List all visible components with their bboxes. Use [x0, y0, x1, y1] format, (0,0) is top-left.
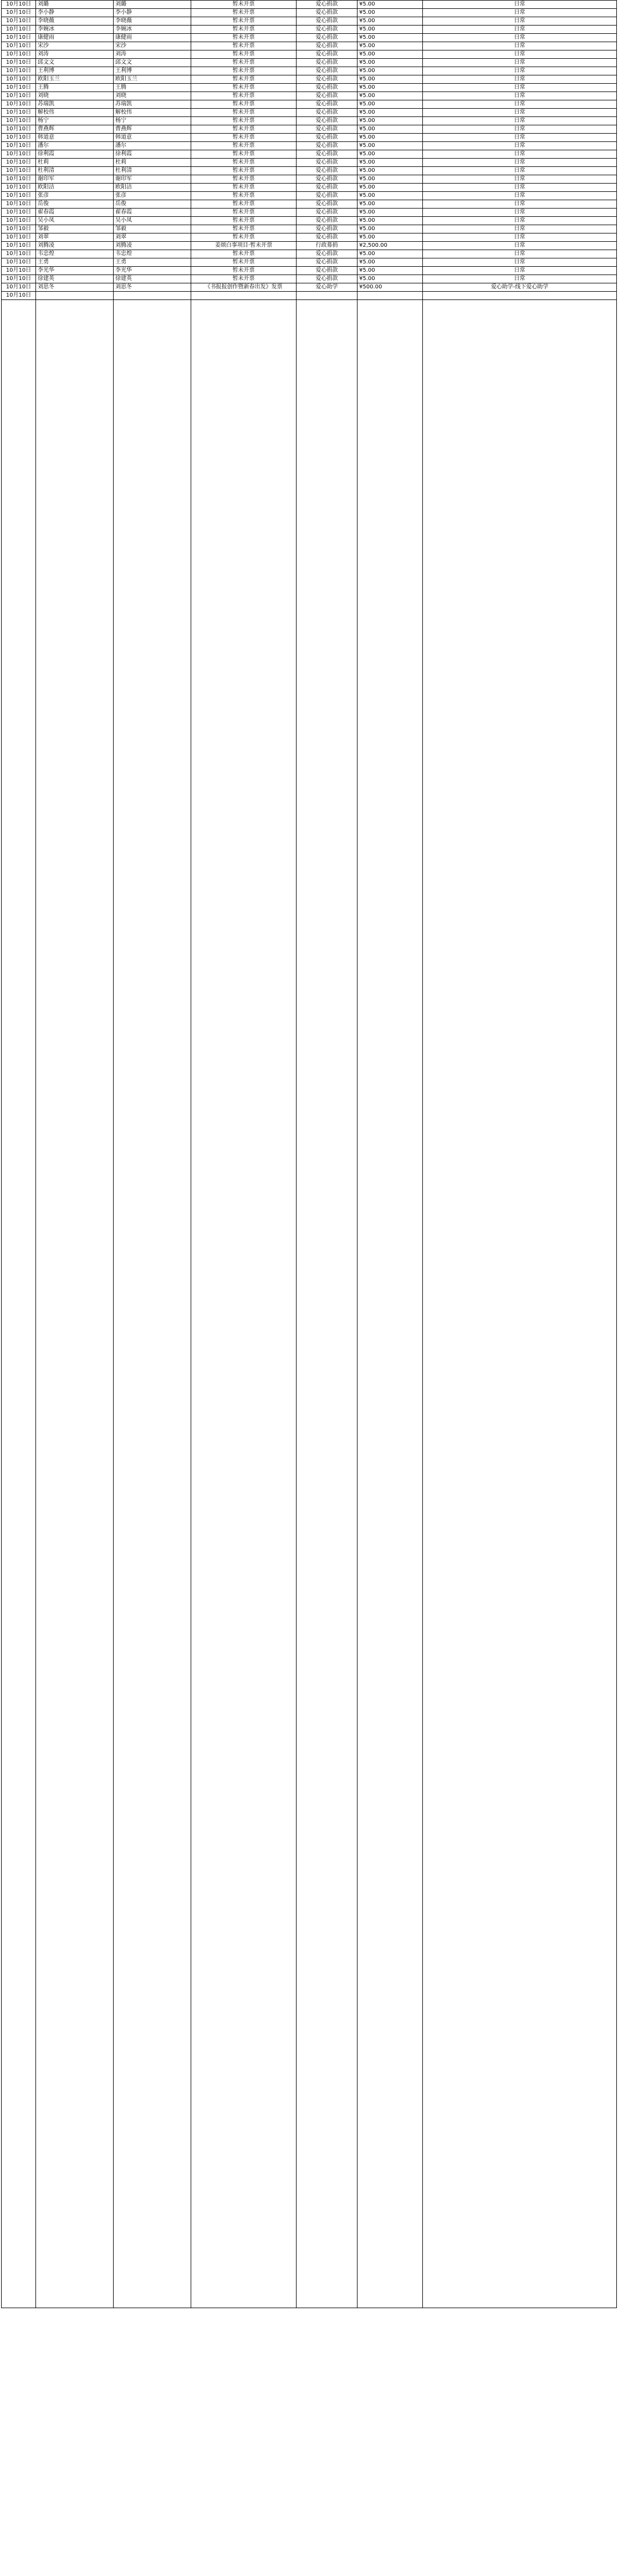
cell-invoice: 暂未开票 — [191, 200, 297, 209]
table-row — [2, 283, 617, 292]
cell-invoice: 暂未开票 — [191, 92, 297, 100]
cell-category: 爱心捐款 — [297, 167, 357, 175]
cell-category: 爱心捐款 — [297, 75, 357, 84]
cell-date: 10月10日 — [2, 109, 36, 117]
cell-invoice: 暂未开票 — [191, 17, 297, 26]
cell-invoice: 暂未开票 — [191, 250, 297, 258]
cell-invoice: 暂未开票 — [191, 50, 297, 59]
cell-payer — [114, 292, 191, 300]
cell-date: 10月10日 — [2, 283, 36, 292]
cell-usage: 日常 — [423, 209, 617, 217]
cell-date: 10月10日 — [2, 117, 36, 125]
cell-donor: 徐利霞 — [36, 150, 114, 159]
cell-category: 爱心捐款 — [297, 267, 357, 275]
cell-invoice: 暂未开票 — [191, 134, 297, 142]
cell-invoice: 暂未开票 — [191, 217, 297, 225]
cell-category: 爱心捐款 — [297, 150, 357, 159]
cell-category: 爱心捐款 — [297, 92, 357, 100]
cell-amount: ¥5.00 — [357, 233, 423, 242]
cell-usage: 日常 — [423, 142, 617, 150]
cell-invoice: 暂未开票 — [191, 59, 297, 67]
cell-amount: ¥5.00 — [357, 17, 423, 26]
table-row — [2, 192, 617, 200]
cell-payer: 刘晓 — [114, 92, 191, 100]
table-row — [2, 242, 617, 250]
cell-category: 爱心捐款 — [297, 159, 357, 167]
cell-category: 爱心捐款 — [297, 26, 357, 34]
cell-date: 10月10日 — [2, 84, 36, 92]
cell-payer: 岳俊 — [114, 200, 191, 209]
cell-payer: 王腾 — [114, 84, 191, 92]
cell-amount: ¥5.00 — [357, 175, 423, 184]
cell-amount: ¥5.00 — [357, 159, 423, 167]
cell-invoice: 暂未开票 — [191, 267, 297, 275]
cell-category: 爱心捐款 — [297, 209, 357, 217]
cell-donor: 刘思冬 — [36, 283, 114, 292]
cell-date: 10月10日 — [2, 159, 36, 167]
cell-amount: ¥5.00 — [357, 134, 423, 142]
cell-category: 爱心捐款 — [297, 17, 357, 26]
cell-payer: 刘腾凌 — [114, 242, 191, 250]
cell-amount: ¥5.00 — [357, 142, 423, 150]
filler-cell — [357, 300, 423, 2308]
cell-category: 爱心捐款 — [297, 184, 357, 192]
cell-date: 10月10日 — [2, 142, 36, 150]
cell-usage: 日常 — [423, 258, 617, 267]
ledger-body — [2, 1, 617, 2308]
cell-donor: 邱文文 — [36, 59, 114, 67]
filler-cell — [36, 300, 114, 2308]
cell-amount: ¥2,500.00 — [357, 242, 423, 250]
cell-category: 爱心捐款 — [297, 175, 357, 184]
table-row — [2, 184, 617, 192]
table-row — [2, 34, 617, 42]
cell-category: 爱心捐款 — [297, 134, 357, 142]
cell-usage: 日常 — [423, 9, 617, 17]
cell-date: 10月10日 — [2, 1, 36, 9]
table-row — [2, 267, 617, 275]
cell-donor: 杜莉 — [36, 159, 114, 167]
cell-payer: 李光华 — [114, 267, 191, 275]
cell-payer: 宋沙 — [114, 42, 191, 50]
cell-payer: 徐建英 — [114, 275, 191, 283]
table-row — [2, 142, 617, 150]
cell-payer: 王勇 — [114, 258, 191, 267]
cell-payer: 邹毅 — [114, 225, 191, 233]
cell-usage: 日常 — [423, 109, 617, 117]
cell-payer: 韦忠煌 — [114, 250, 191, 258]
cell-category: 爱心助学 — [297, 283, 357, 292]
cell-category: 爱心捐款 — [297, 59, 357, 67]
cell-payer: 徐利霞 — [114, 150, 191, 159]
cell-date: 10月10日 — [2, 67, 36, 75]
cell-invoice: 暂未开票 — [191, 100, 297, 109]
cell-donor: 曹燕辉 — [36, 125, 114, 134]
table-row — [2, 9, 617, 17]
cell-payer: 杜莉 — [114, 159, 191, 167]
cell-invoice: 暂未开票 — [191, 42, 297, 50]
cell-donor: 谢印军 — [36, 175, 114, 184]
cell-donor: 徐建英 — [36, 275, 114, 283]
cell-date: 10月10日 — [2, 267, 36, 275]
table-row — [2, 117, 617, 125]
cell-invoice: 暂未开票 — [191, 150, 297, 159]
cell-amount: ¥5.00 — [357, 267, 423, 275]
table-row — [2, 1, 617, 9]
cell-amount: ¥5.00 — [357, 84, 423, 92]
cell-amount: ¥5.00 — [357, 100, 423, 109]
cell-donor: 刘涛 — [36, 50, 114, 59]
table-row — [2, 233, 617, 242]
cell-date: 10月10日 — [2, 184, 36, 192]
cell-invoice: 暂未开票 — [191, 258, 297, 267]
cell-amount: ¥5.00 — [357, 184, 423, 192]
cell-donor: 杜利清 — [36, 167, 114, 175]
cell-category: 爱心捐款 — [297, 50, 357, 59]
cell-amount: ¥5.00 — [357, 59, 423, 67]
cell-usage: 日常 — [423, 242, 617, 250]
cell-amount: ¥5.00 — [357, 167, 423, 175]
cell-amount: ¥5.00 — [357, 200, 423, 209]
cell-category: 爱心捐款 — [297, 275, 357, 283]
cell-date: 10月10日 — [2, 150, 36, 159]
filler-cell — [423, 300, 617, 2308]
cell-donor: 刘晓 — [36, 92, 114, 100]
table-row — [2, 258, 617, 267]
cell-invoice: 暂未开票 — [191, 159, 297, 167]
cell-category: 爱心捐款 — [297, 125, 357, 134]
cell-category: 爱心捐款 — [297, 42, 357, 50]
cell-date: 10月10日 — [2, 292, 36, 300]
cell-category: 爱心捐款 — [297, 67, 357, 75]
cell-usage: 日常 — [423, 50, 617, 59]
cell-category: 爱心捐款 — [297, 34, 357, 42]
cell-usage: 日常 — [423, 267, 617, 275]
cell-category: 爱心捐款 — [297, 258, 357, 267]
cell-invoice: 暂未开票 — [191, 184, 297, 192]
cell-usage: 日常 — [423, 200, 617, 209]
cell-usage: 日常 — [423, 250, 617, 258]
cell-invoice: 暂未开票 — [191, 109, 297, 117]
cell-category: 爱心捐款 — [297, 142, 357, 150]
cell-payer: 曹燕辉 — [114, 125, 191, 134]
cell-date: 10月10日 — [2, 75, 36, 84]
cell-usage: 日常 — [423, 167, 617, 175]
cell-invoice: 暂未开票 — [191, 142, 297, 150]
cell-date: 10月10日 — [2, 59, 36, 67]
cell-usage: 日常 — [423, 17, 617, 26]
cell-amount: ¥5.00 — [357, 125, 423, 134]
table-row — [2, 200, 617, 209]
cell-invoice: 暂未开票 — [191, 233, 297, 242]
cell-category: 行政募捐 — [297, 242, 357, 250]
cell-invoice — [191, 292, 297, 300]
cell-payer: 刘翠 — [114, 233, 191, 242]
cell-amount: ¥5.00 — [357, 92, 423, 100]
cell-amount: ¥5.00 — [357, 117, 423, 125]
cell-date: 10月10日 — [2, 217, 36, 225]
filler-cell — [114, 300, 191, 2308]
cell-donor: 刘腾凌 — [36, 242, 114, 250]
cell-amount: ¥5.00 — [357, 275, 423, 283]
cell-payer: 潘尔 — [114, 142, 191, 150]
cell-usage: 日常 — [423, 159, 617, 167]
cell-amount: ¥5.00 — [357, 26, 423, 34]
table-row — [2, 67, 617, 75]
cell-category: 爱心捐款 — [297, 192, 357, 200]
table-row — [2, 92, 617, 100]
cell-payer: 刘璐 — [114, 1, 191, 9]
cell-category: 爱心捐款 — [297, 250, 357, 258]
cell-amount: ¥5.00 — [357, 192, 423, 200]
table-row — [2, 217, 617, 225]
cell-donor: 邹毅 — [36, 225, 114, 233]
cell-donor: 解校伟 — [36, 109, 114, 117]
cell-date: 10月10日 — [2, 26, 36, 34]
cell-donor: 岳俊 — [36, 200, 114, 209]
cell-date: 10月10日 — [2, 100, 36, 109]
cell-donor: 宋沙 — [36, 42, 114, 50]
table-row — [2, 159, 617, 167]
cell-payer: 解校伟 — [114, 109, 191, 117]
cell-date: 10月10日 — [2, 192, 36, 200]
cell-usage — [423, 292, 617, 300]
cell-payer: 李婉冰 — [114, 26, 191, 34]
cell-amount: ¥5.00 — [357, 9, 423, 17]
cell-donor: 王利博 — [36, 67, 114, 75]
cell-date: 10月10日 — [2, 233, 36, 242]
cell-usage: 日常 — [423, 100, 617, 109]
cell-invoice: 暂未开票 — [191, 125, 297, 134]
cell-payer: 吴小凤 — [114, 217, 191, 225]
cell-donor: 刘翠 — [36, 233, 114, 242]
cell-donor: 吴小凤 — [36, 217, 114, 225]
cell-category: 爱心捐款 — [297, 217, 357, 225]
cell-payer: 欧阳玉兰 — [114, 75, 191, 84]
cell-usage: 日常 — [423, 192, 617, 200]
cell-date: 10月10日 — [2, 9, 36, 17]
cell-usage: 日常 — [423, 217, 617, 225]
cell-date: 10月10日 — [2, 258, 36, 267]
cell-donor: 翟春霞 — [36, 209, 114, 217]
cell-amount: ¥5.00 — [357, 258, 423, 267]
cell-payer: 翟春霞 — [114, 209, 191, 217]
cell-category: 爱心捐款 — [297, 200, 357, 209]
table-row — [2, 167, 617, 175]
cell-amount: ¥5.00 — [357, 209, 423, 217]
cell-payer: 苏瑞凯 — [114, 100, 191, 109]
cell-usage: 爱心助学-线下爱心助学 — [423, 283, 617, 292]
cell-invoice: 姜颂白事项目·暂未开票 — [191, 242, 297, 250]
cell-invoice: 暂未开票 — [191, 225, 297, 233]
cell-amount — [357, 292, 423, 300]
cell-invoice: 暂未开票 — [191, 117, 297, 125]
cell-donor: 苏瑞凯 — [36, 100, 114, 109]
cell-category — [297, 292, 357, 300]
cell-usage: 日常 — [423, 275, 617, 283]
donation-ledger-table — [1, 0, 617, 2308]
cell-donor: 王腾 — [36, 84, 114, 92]
cell-amount: ¥5.00 — [357, 67, 423, 75]
cell-date: 10月10日 — [2, 200, 36, 209]
cell-category: 爱心捐款 — [297, 109, 357, 117]
cell-category: 爱心捐款 — [297, 9, 357, 17]
cell-usage: 日常 — [423, 26, 617, 34]
cell-invoice: 暂未开票 — [191, 34, 297, 42]
cell-payer: 杨宁 — [114, 117, 191, 125]
cell-payer: 韩道意 — [114, 134, 191, 142]
table-filler-row — [2, 300, 617, 2308]
table-row — [2, 209, 617, 217]
cell-usage: 日常 — [423, 117, 617, 125]
table-row — [2, 125, 617, 134]
filler-cell — [297, 300, 357, 2308]
cell-amount: ¥5.00 — [357, 109, 423, 117]
table-row — [2, 84, 617, 92]
cell-donor: 韩道意 — [36, 134, 114, 142]
cell-donor: 李小静 — [36, 9, 114, 17]
cell-payer: 欧阳洁 — [114, 184, 191, 192]
table-row — [2, 59, 617, 67]
cell-payer: 邱文文 — [114, 59, 191, 67]
cell-payer: 刘涛 — [114, 50, 191, 59]
cell-payer: 谢印军 — [114, 175, 191, 184]
cell-payer: 刘思冬 — [114, 283, 191, 292]
cell-date: 10月10日 — [2, 125, 36, 134]
cell-payer: 李晓薇 — [114, 17, 191, 26]
table-row — [2, 250, 617, 258]
cell-category: 爱心捐款 — [297, 233, 357, 242]
cell-date: 10月10日 — [2, 250, 36, 258]
cell-amount: ¥5.00 — [357, 217, 423, 225]
cell-invoice: 暂未开票 — [191, 67, 297, 75]
cell-donor: 张彦 — [36, 192, 114, 200]
cell-donor: 韦忠煌 — [36, 250, 114, 258]
cell-usage: 日常 — [423, 67, 617, 75]
cell-date: 10月10日 — [2, 50, 36, 59]
cell-donor: 杨宁 — [36, 117, 114, 125]
cell-usage: 日常 — [423, 59, 617, 67]
cell-invoice: 暂未开票 — [191, 209, 297, 217]
cell-donor: 欧阳玉兰 — [36, 75, 114, 84]
table-row — [2, 42, 617, 50]
cell-invoice: 暂未开票 — [191, 75, 297, 84]
cell-donor: 康健雨 — [36, 34, 114, 42]
table-row — [2, 275, 617, 283]
table-row — [2, 17, 617, 26]
cell-category: 爱心捐款 — [297, 84, 357, 92]
cell-usage: 日常 — [423, 233, 617, 242]
cell-donor — [36, 292, 114, 300]
cell-donor: 欧阳洁 — [36, 184, 114, 192]
table-row — [2, 225, 617, 233]
table-row — [2, 109, 617, 117]
cell-usage: 日常 — [423, 92, 617, 100]
cell-invoice: 暂未开票 — [191, 84, 297, 92]
table-row — [2, 50, 617, 59]
cell-donor: 潘尔 — [36, 142, 114, 150]
cell-category: 爱心捐款 — [297, 117, 357, 125]
cell-usage: 日常 — [423, 150, 617, 159]
cell-amount: ¥5.00 — [357, 1, 423, 9]
cell-category: 爱心捐款 — [297, 100, 357, 109]
cell-donor: 刘璐 — [36, 1, 114, 9]
cell-date: 10月10日 — [2, 175, 36, 184]
cell-payer: 康健雨 — [114, 34, 191, 42]
cell-invoice: 暂未开票 — [191, 275, 297, 283]
cell-invoice: 暂未开票 — [191, 1, 297, 9]
cell-donor: 李光华 — [36, 267, 114, 275]
cell-date: 10月10日 — [2, 275, 36, 283]
cell-amount: ¥5.00 — [357, 225, 423, 233]
cell-usage: 日常 — [423, 75, 617, 84]
cell-usage: 日常 — [423, 84, 617, 92]
cell-invoice: 暂未开票 — [191, 192, 297, 200]
cell-invoice: 暂未开票 — [191, 167, 297, 175]
cell-payer: 杜利清 — [114, 167, 191, 175]
cell-amount: ¥5.00 — [357, 250, 423, 258]
cell-amount: ¥5.00 — [357, 150, 423, 159]
cell-usage: 日常 — [423, 34, 617, 42]
cell-invoice: 暂未开票 — [191, 26, 297, 34]
cell-amount: ¥5.00 — [357, 42, 423, 50]
cell-category: 爱心捐款 — [297, 225, 357, 233]
table-row — [2, 26, 617, 34]
cell-date: 10月10日 — [2, 167, 36, 175]
cell-invoice: 暂未开票 — [191, 9, 297, 17]
cell-date: 10月10日 — [2, 92, 36, 100]
table-row — [2, 292, 617, 300]
cell-donor: 李晓薇 — [36, 17, 114, 26]
cell-usage: 日常 — [423, 125, 617, 134]
cell-date: 10月10日 — [2, 134, 36, 142]
cell-amount: ¥500.00 — [357, 283, 423, 292]
cell-date: 10月10日 — [2, 225, 36, 233]
filler-cell — [2, 300, 36, 2308]
cell-payer: 李小静 — [114, 9, 191, 17]
cell-date: 10月10日 — [2, 34, 36, 42]
cell-amount: ¥5.00 — [357, 34, 423, 42]
cell-date: 10月10日 — [2, 42, 36, 50]
table-row — [2, 175, 617, 184]
cell-amount: ¥5.00 — [357, 75, 423, 84]
cell-usage: 日常 — [423, 134, 617, 142]
cell-usage: 日常 — [423, 1, 617, 9]
cell-payer: 王利博 — [114, 67, 191, 75]
table-row — [2, 134, 617, 142]
cell-usage: 日常 — [423, 225, 617, 233]
cell-date: 10月10日 — [2, 209, 36, 217]
cell-date: 10月10日 — [2, 17, 36, 26]
cell-amount: ¥5.00 — [357, 50, 423, 59]
cell-category: 爱心捐款 — [297, 1, 357, 9]
cell-invoice: 暂未开票 — [191, 175, 297, 184]
table-row — [2, 150, 617, 159]
table-row — [2, 100, 617, 109]
cell-usage: 日常 — [423, 184, 617, 192]
table-row — [2, 75, 617, 84]
cell-donor: 李婉冰 — [36, 26, 114, 34]
cell-date: 10月10日 — [2, 242, 36, 250]
cell-invoice: 《书报报创作暨新春出发》发票 — [191, 283, 297, 292]
filler-cell — [191, 300, 297, 2308]
cell-donor: 王勇 — [36, 258, 114, 267]
cell-payer: 张彦 — [114, 192, 191, 200]
cell-usage: 日常 — [423, 175, 617, 184]
cell-usage: 日常 — [423, 42, 617, 50]
